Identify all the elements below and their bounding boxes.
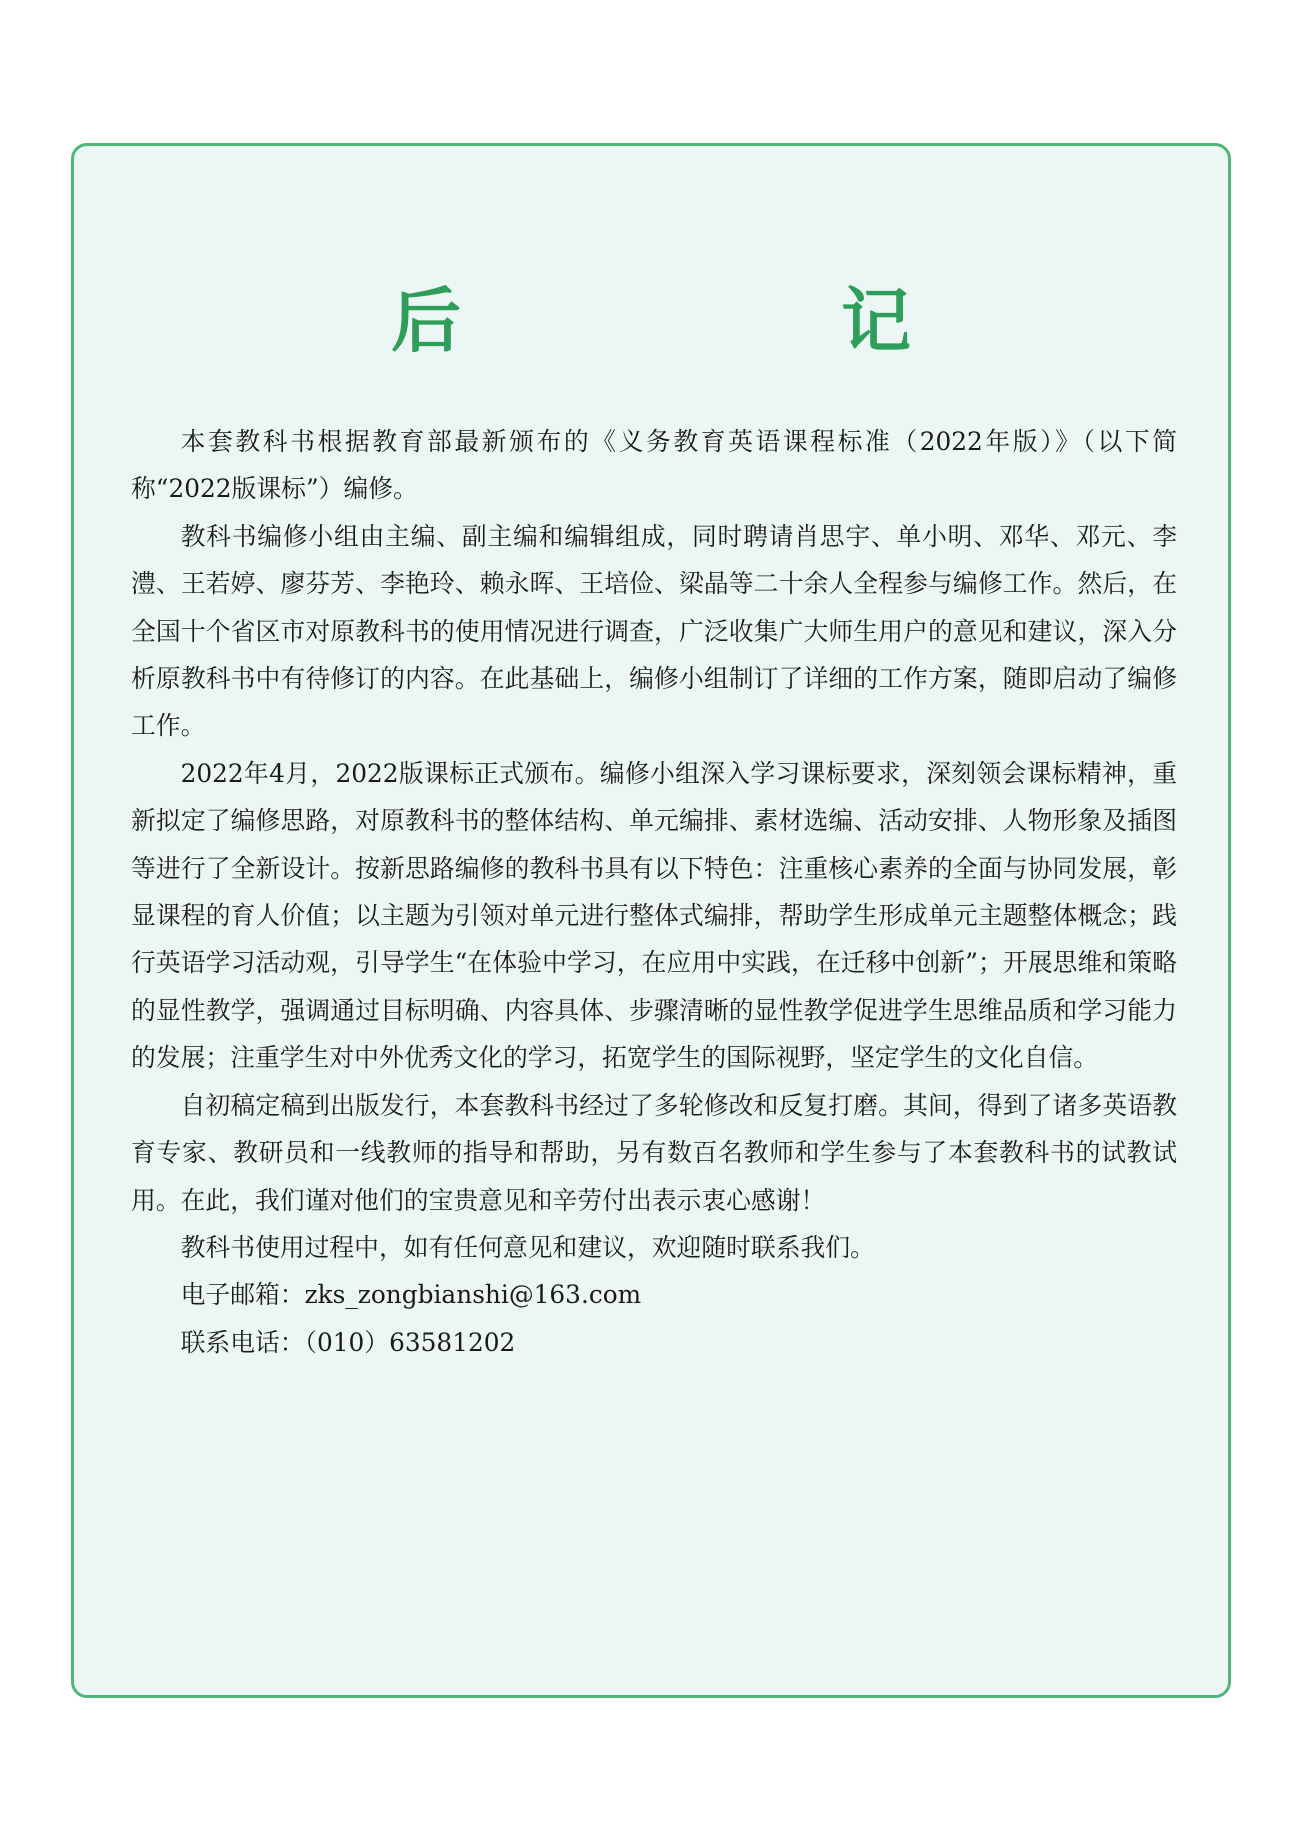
paragraph-team: 教科书编修小组由主编、副主编和编辑组成，同时聘请肖思宇、单小明、邓华、邓元、李澧、王若婷、廖芬芳、李艳玲、赖永晖、王培俭、梁晶等二十余人全程参与编修工作。然后，在全国十个省区市对原教科书的使用情况进行调查，广泛收集广大师生用户的意见和建议，深入分析原教科书中有待修订的内容。在此基础上，编修小组制订了详细的工作方案，随即启动了编修工作。 (131, 521, 1177, 741)
paragraph-features: 2022年4月，2022版课标正式颁布。编修小组深入学习课标要求，深刻领会课标精神，重新拟定了编修思路，对原教科书的整体结构、单元编排、素材选编、活动安排、人物形象及插图等进行了全新设计。按新思路编修的教科书具有以下特色：注重核心素养的全面与协同发展，彰显课程的育人价值；以主题为引领对单元进行整体式编排，帮助学生形成单元主题整体概念；践行英语学习活动观，引导学生“在体验中学习，在应用中实践，在迁移中创新”；开展思维和策略的显性教学，强调通过目标明确、内容具体、步骤清晰的显性教学促进学生思维品质和学习能力的发展；注重学生对中外优秀文化的学习，拓宽学生的国际视野，坚定学生的文化自信。 (131, 758, 1177, 1073)
phone-line: 联系电话：（010）63581202 (180, 1327, 516, 1357)
afterword-body (131, 418, 1177, 1366)
paragraph-standard: 本套教科书根据教育部最新颁布的《义务教育英语课程标准（2022年版）》（以下简称“2022版课标”）编修。 (131, 427, 1177, 504)
paragraph-thanks: 自初稿定稿到出版发行，本套教科书经过了多轮修改和反复打磨。其间，得到了诸多英语教育专家、教研员和一线教师的指导和帮助，另有数百名教师和学生参与了本套教科书的试教试用。在此，我们谨对他们的宝贵意见和辛劳付出表示衷心感谢！ (131, 1090, 1177, 1215)
page-title: 后 记 (391, 280, 991, 362)
email-line: 电子邮箱：zks_zongbianshi@163.com (180, 1280, 642, 1310)
afterword-panel (71, 143, 1231, 1698)
paragraph-contact-intro: 教科书使用过程中，如有任何意见和建议，欢迎随时联系我们。 (180, 1232, 875, 1262)
